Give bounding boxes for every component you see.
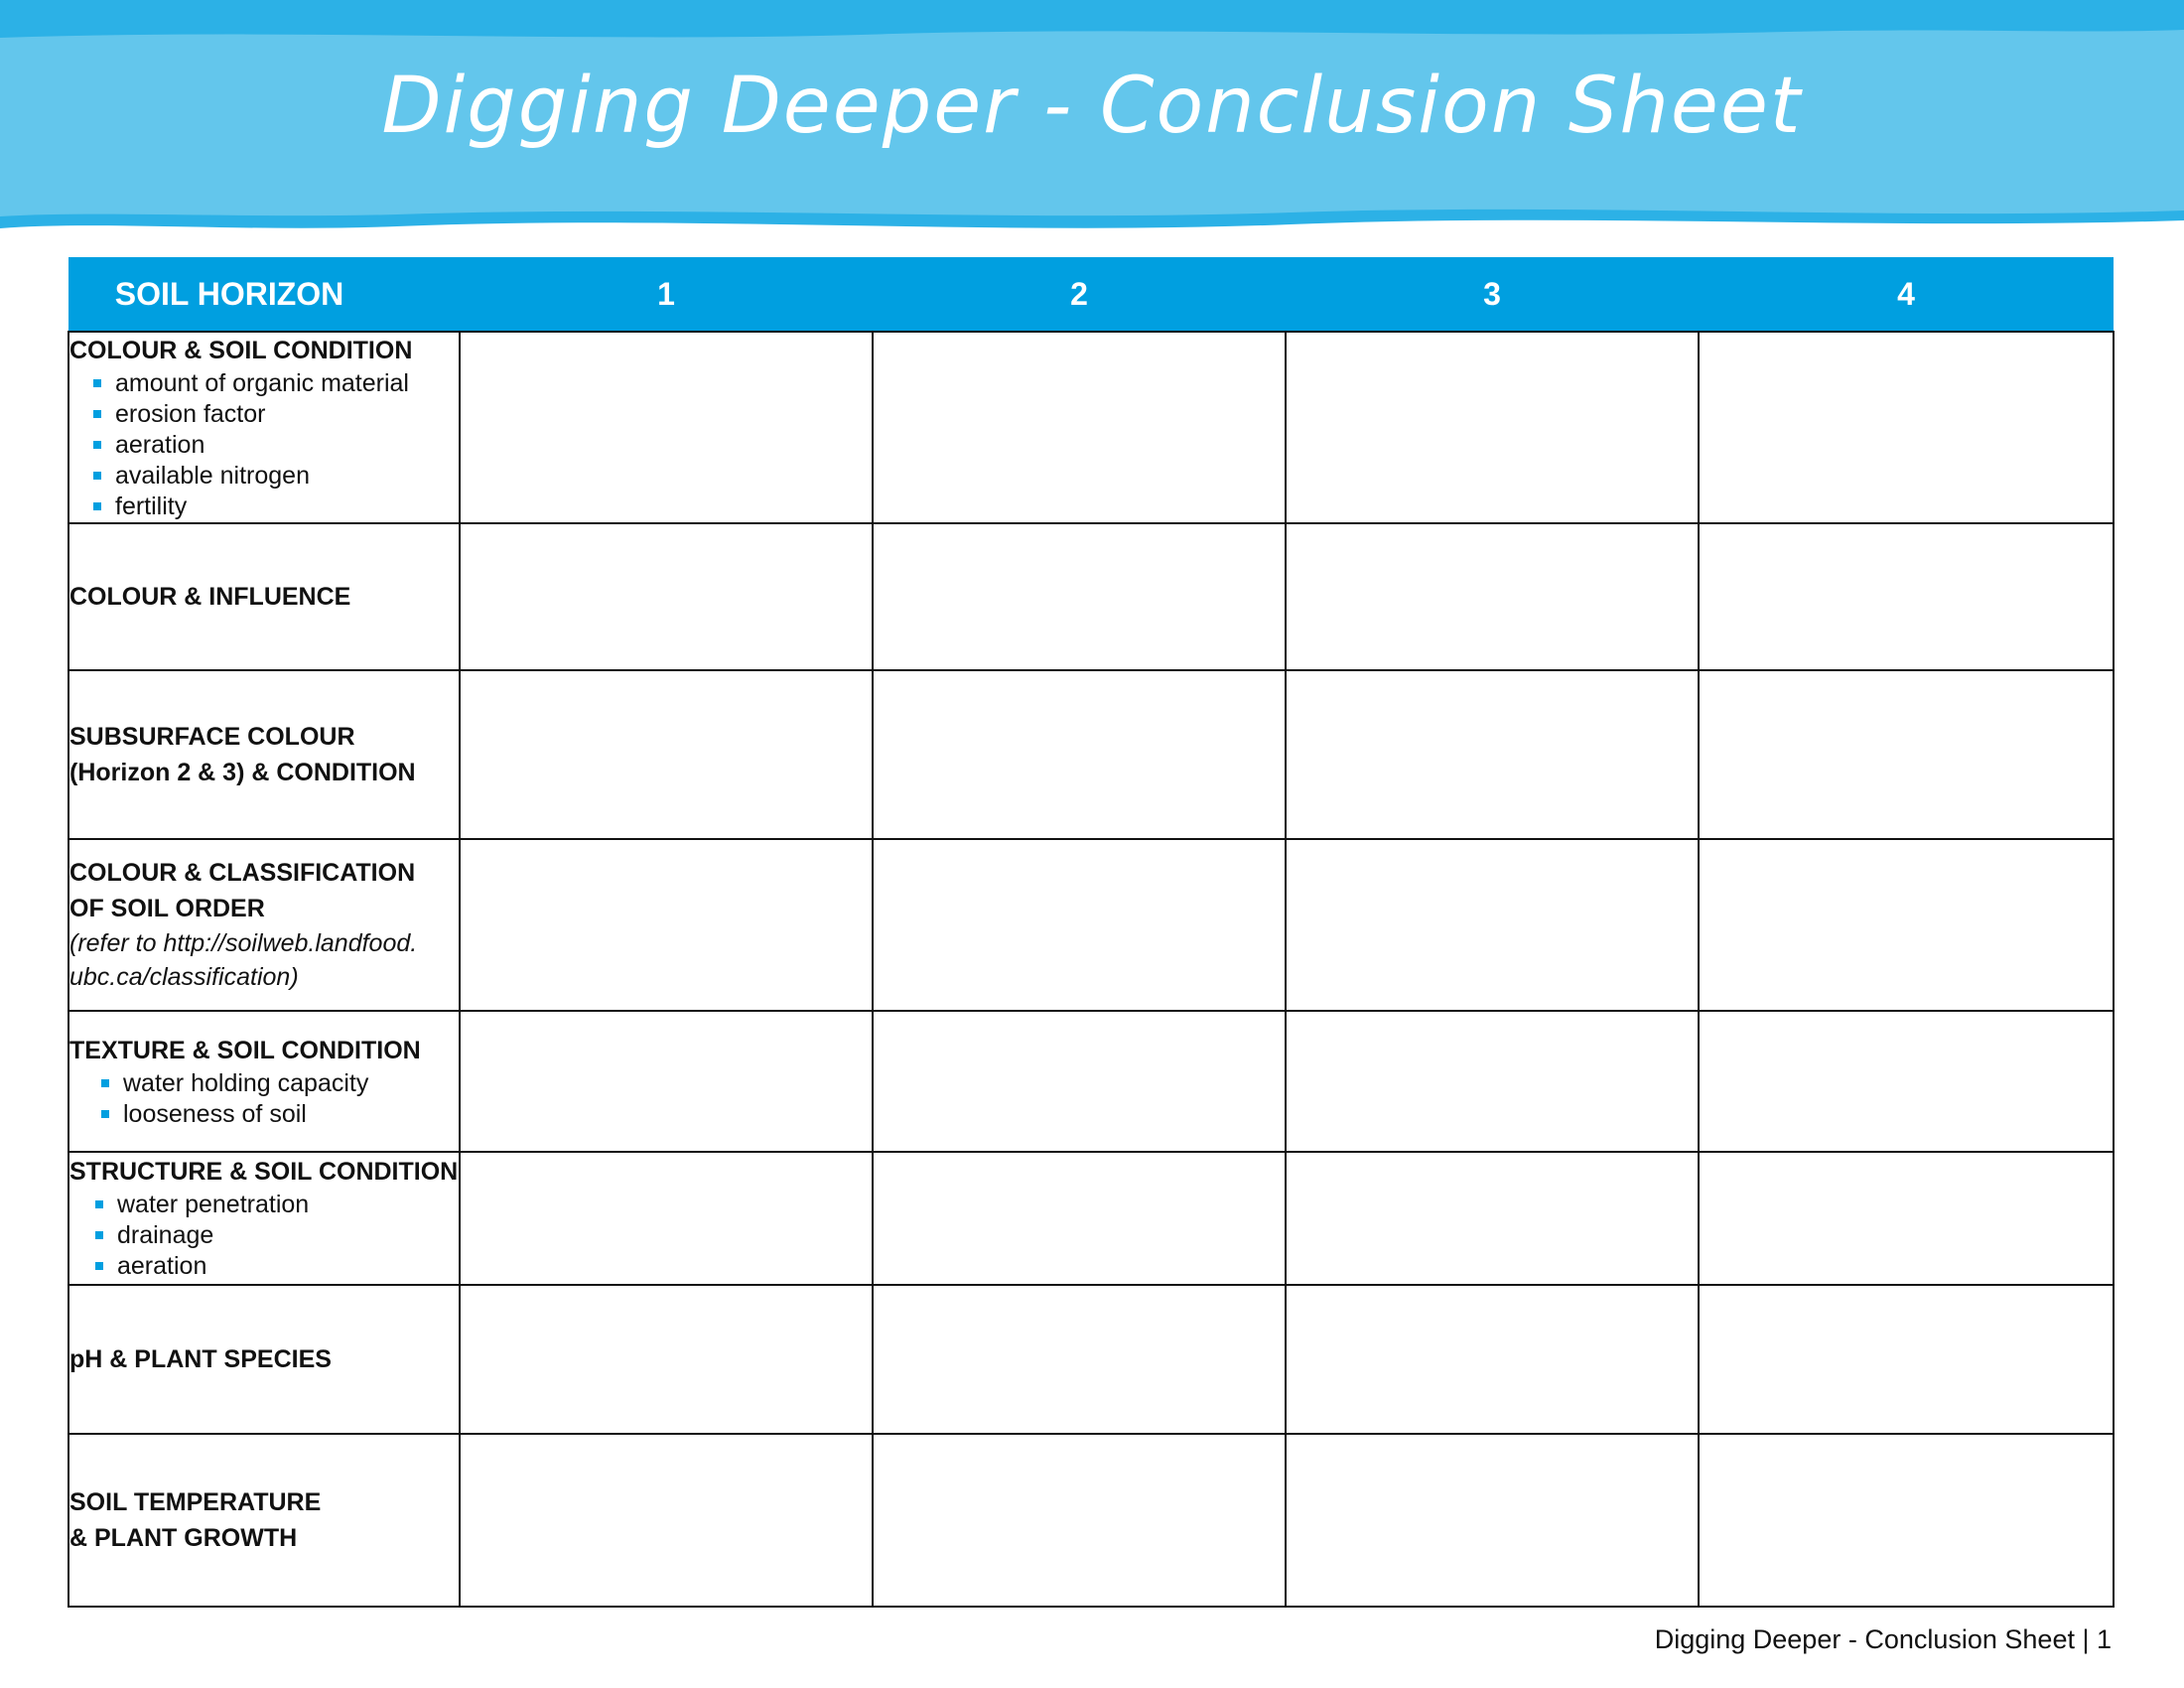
- bullet-item: looseness of soil: [101, 1099, 459, 1130]
- bullet-item: amount of organic material: [93, 368, 459, 399]
- row-label: TEXTURE & SOIL CONDITION: [69, 1036, 421, 1064]
- bullet-square-icon: [95, 1200, 103, 1208]
- bullet-list: [69, 368, 459, 522]
- row-label: COLOUR & CLASSIFICATION: [69, 859, 416, 888]
- table-row: [68, 1011, 2114, 1152]
- answer-cell[interactable]: [873, 1285, 1286, 1434]
- answer-cell[interactable]: [1699, 1285, 2114, 1434]
- row-label-cell: [68, 839, 460, 1010]
- row-label-cell: [68, 1434, 460, 1607]
- answer-cell[interactable]: [1699, 670, 2114, 839]
- answer-cell[interactable]: [1699, 332, 2114, 523]
- answer-cell[interactable]: [1699, 1152, 2114, 1285]
- answer-cell[interactable]: [873, 523, 1286, 670]
- answer-cell[interactable]: [1286, 670, 1699, 839]
- answer-cell[interactable]: [1699, 839, 2114, 1010]
- answer-cell[interactable]: [460, 1152, 873, 1285]
- answer-cell[interactable]: [873, 332, 1286, 523]
- header-banner: [0, 0, 2184, 243]
- answer-cell[interactable]: [460, 1434, 873, 1607]
- answer-cell[interactable]: [873, 670, 1286, 839]
- row-label-cell: [68, 1152, 460, 1285]
- answer-cell[interactable]: [1699, 1011, 2114, 1152]
- column-header-2: 2: [873, 257, 1286, 332]
- answer-cell[interactable]: [873, 839, 1286, 1010]
- row-label: & PLANT GROWTH: [69, 1523, 298, 1552]
- answer-cell[interactable]: [1699, 523, 2114, 670]
- row-label: SOIL TEMPERATURE: [69, 1487, 322, 1516]
- bullet-square-icon: [93, 379, 101, 387]
- column-header-3: 3: [1286, 257, 1699, 332]
- row-label: SUBSURFACE COLOUR: [69, 723, 355, 752]
- bullet-list: [69, 1068, 459, 1130]
- row-label-cell: [68, 1285, 460, 1434]
- row-label: COLOUR & SOIL CONDITION: [69, 337, 413, 365]
- row-label: pH & PLANT SPECIES: [69, 1344, 332, 1373]
- answer-cell[interactable]: [1699, 1434, 2114, 1607]
- page-title: Digging Deeper - Conclusion Sheet: [381, 62, 1803, 151]
- table-row: [68, 839, 2114, 1010]
- table-row: [68, 332, 2114, 523]
- answer-cell[interactable]: [1286, 839, 1699, 1010]
- answer-cell[interactable]: [460, 523, 873, 670]
- bullet-square-icon: [95, 1231, 103, 1239]
- bullet-square-icon: [93, 441, 101, 449]
- bullet-item: available nitrogen: [93, 461, 459, 492]
- answer-cell[interactable]: [873, 1011, 1286, 1152]
- bullet-item: drainage: [95, 1220, 459, 1251]
- row-label-cell: [68, 332, 460, 523]
- bullet-item: aeration: [93, 430, 459, 461]
- table-row: [68, 1285, 2114, 1434]
- answer-cell[interactable]: [1286, 1011, 1699, 1152]
- answer-cell[interactable]: [1286, 1285, 1699, 1434]
- answer-cell[interactable]: [873, 1152, 1286, 1285]
- answer-cell[interactable]: [460, 839, 873, 1010]
- bullet-square-icon: [101, 1110, 109, 1118]
- bullet-square-icon: [93, 410, 101, 418]
- column-header-soil-horizon: SOIL HORIZON: [68, 257, 460, 332]
- bullet-square-icon: [101, 1079, 109, 1087]
- bullet-list: [69, 1190, 459, 1282]
- row-label: (Horizon 2 & 3) & CONDITION: [69, 759, 416, 787]
- column-header-4: 4: [1699, 257, 2114, 332]
- answer-cell[interactable]: [1286, 1152, 1699, 1285]
- bullet-square-icon: [93, 472, 101, 480]
- answer-cell[interactable]: [873, 1434, 1286, 1607]
- answer-cell[interactable]: [460, 670, 873, 839]
- answer-cell[interactable]: [1286, 1434, 1699, 1607]
- row-label: COLOUR & INFLUENCE: [69, 583, 351, 612]
- bullet-square-icon: [95, 1262, 103, 1270]
- table-row: [68, 1152, 2114, 1285]
- row-label-cell: [68, 670, 460, 839]
- bullet-item: fertility: [93, 492, 459, 522]
- answer-cell[interactable]: [1286, 523, 1699, 670]
- row-note: (refer to http://soilweb.landfood.: [69, 929, 418, 958]
- table-row: [68, 670, 2114, 839]
- row-label-cell: [68, 1011, 460, 1152]
- row-label: OF SOIL ORDER: [69, 895, 265, 923]
- answer-cell[interactable]: [460, 332, 873, 523]
- bullet-item: aeration: [95, 1251, 459, 1282]
- bullet-item: water holding capacity: [101, 1068, 459, 1099]
- bullet-square-icon: [93, 502, 101, 510]
- page-footer: Digging Deeper - Conclusion Sheet | 1: [1654, 1624, 2112, 1654]
- row-label-cell: [68, 523, 460, 670]
- answer-cell[interactable]: [460, 1011, 873, 1152]
- conclusion-table: [68, 257, 2115, 1608]
- table-row: [68, 1434, 2114, 1607]
- answer-cell[interactable]: [1286, 332, 1699, 523]
- table-header-row: [68, 257, 2114, 332]
- row-label: STRUCTURE & SOIL CONDITION: [69, 1158, 459, 1187]
- table-row: [68, 523, 2114, 670]
- bullet-item: erosion factor: [93, 399, 459, 430]
- column-header-1: 1: [460, 257, 873, 332]
- row-note: ubc.ca/classification): [69, 963, 299, 992]
- answer-cell[interactable]: [460, 1285, 873, 1434]
- bullet-item: water penetration: [95, 1190, 459, 1220]
